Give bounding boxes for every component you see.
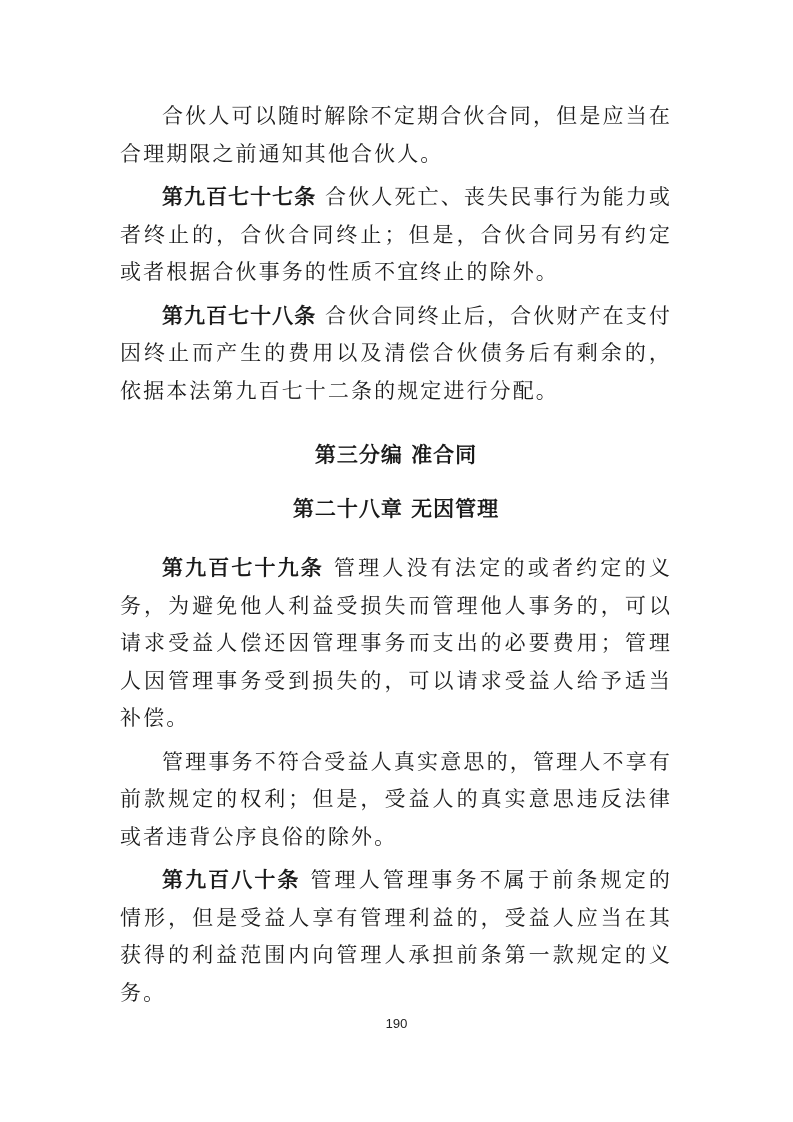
article-977 xyxy=(120,179,672,292)
article-979 xyxy=(120,550,672,738)
article-text: 合伙人死亡、丧失民事行为能力或者终止的，合伙合同终止；但是，合伙合同另有约定或者根据合伙事务的性质不宜终止的除外。 xyxy=(120,185,672,284)
page-number: 190 xyxy=(385,1016,408,1031)
article-text: 管理人没有法定的或者约定的义务，为避免他人利益受损失而管理他人事务的，可以请求受益人偿还因管理事务而支出的必要费用；管理人因管理事务受到损失的，可以请求受益人给予适当补偿。 xyxy=(120,556,672,730)
chapter-heading: 第二十八章 无因管理 xyxy=(292,497,500,521)
article-980 xyxy=(120,862,672,1012)
document-page xyxy=(120,98,672,1012)
article-number: 第九百七十九条 xyxy=(162,556,324,580)
paragraph-text: 合伙人可以随时解除不定期合伙合同，但是应当在合理期限之前通知其他合伙人。 xyxy=(120,104,672,166)
article-number: 第九百七十八条 xyxy=(162,303,317,328)
article-text: 管理人管理事务不属于前条规定的情形，但是受益人享有管理利益的，受益人应当在其获得的利益范围内向管理人承担前条第一款规定的义务。 xyxy=(120,868,673,1005)
part-heading: 第三分编 准合同 xyxy=(314,443,478,467)
article-number: 第九百八十条 xyxy=(162,868,301,892)
article-text: 合伙合同终止后，合伙财产在支付因终止而产生的费用以及清偿合伙债务后有剩余的，依据本法第九百七十二条的规定进行分配。 xyxy=(120,303,672,403)
article-978 xyxy=(120,298,672,411)
paragraph-dissolution-notice xyxy=(120,98,672,173)
article-number: 第九百七十七条 xyxy=(162,185,317,209)
paragraph-text: 管理事务不符合受益人真实意思的，管理人不享有前款规定的权利；但是，受益人的真实意思违反法律或者违背公序良俗的除外。 xyxy=(120,749,672,849)
paragraph-contrary-intent xyxy=(120,744,672,857)
